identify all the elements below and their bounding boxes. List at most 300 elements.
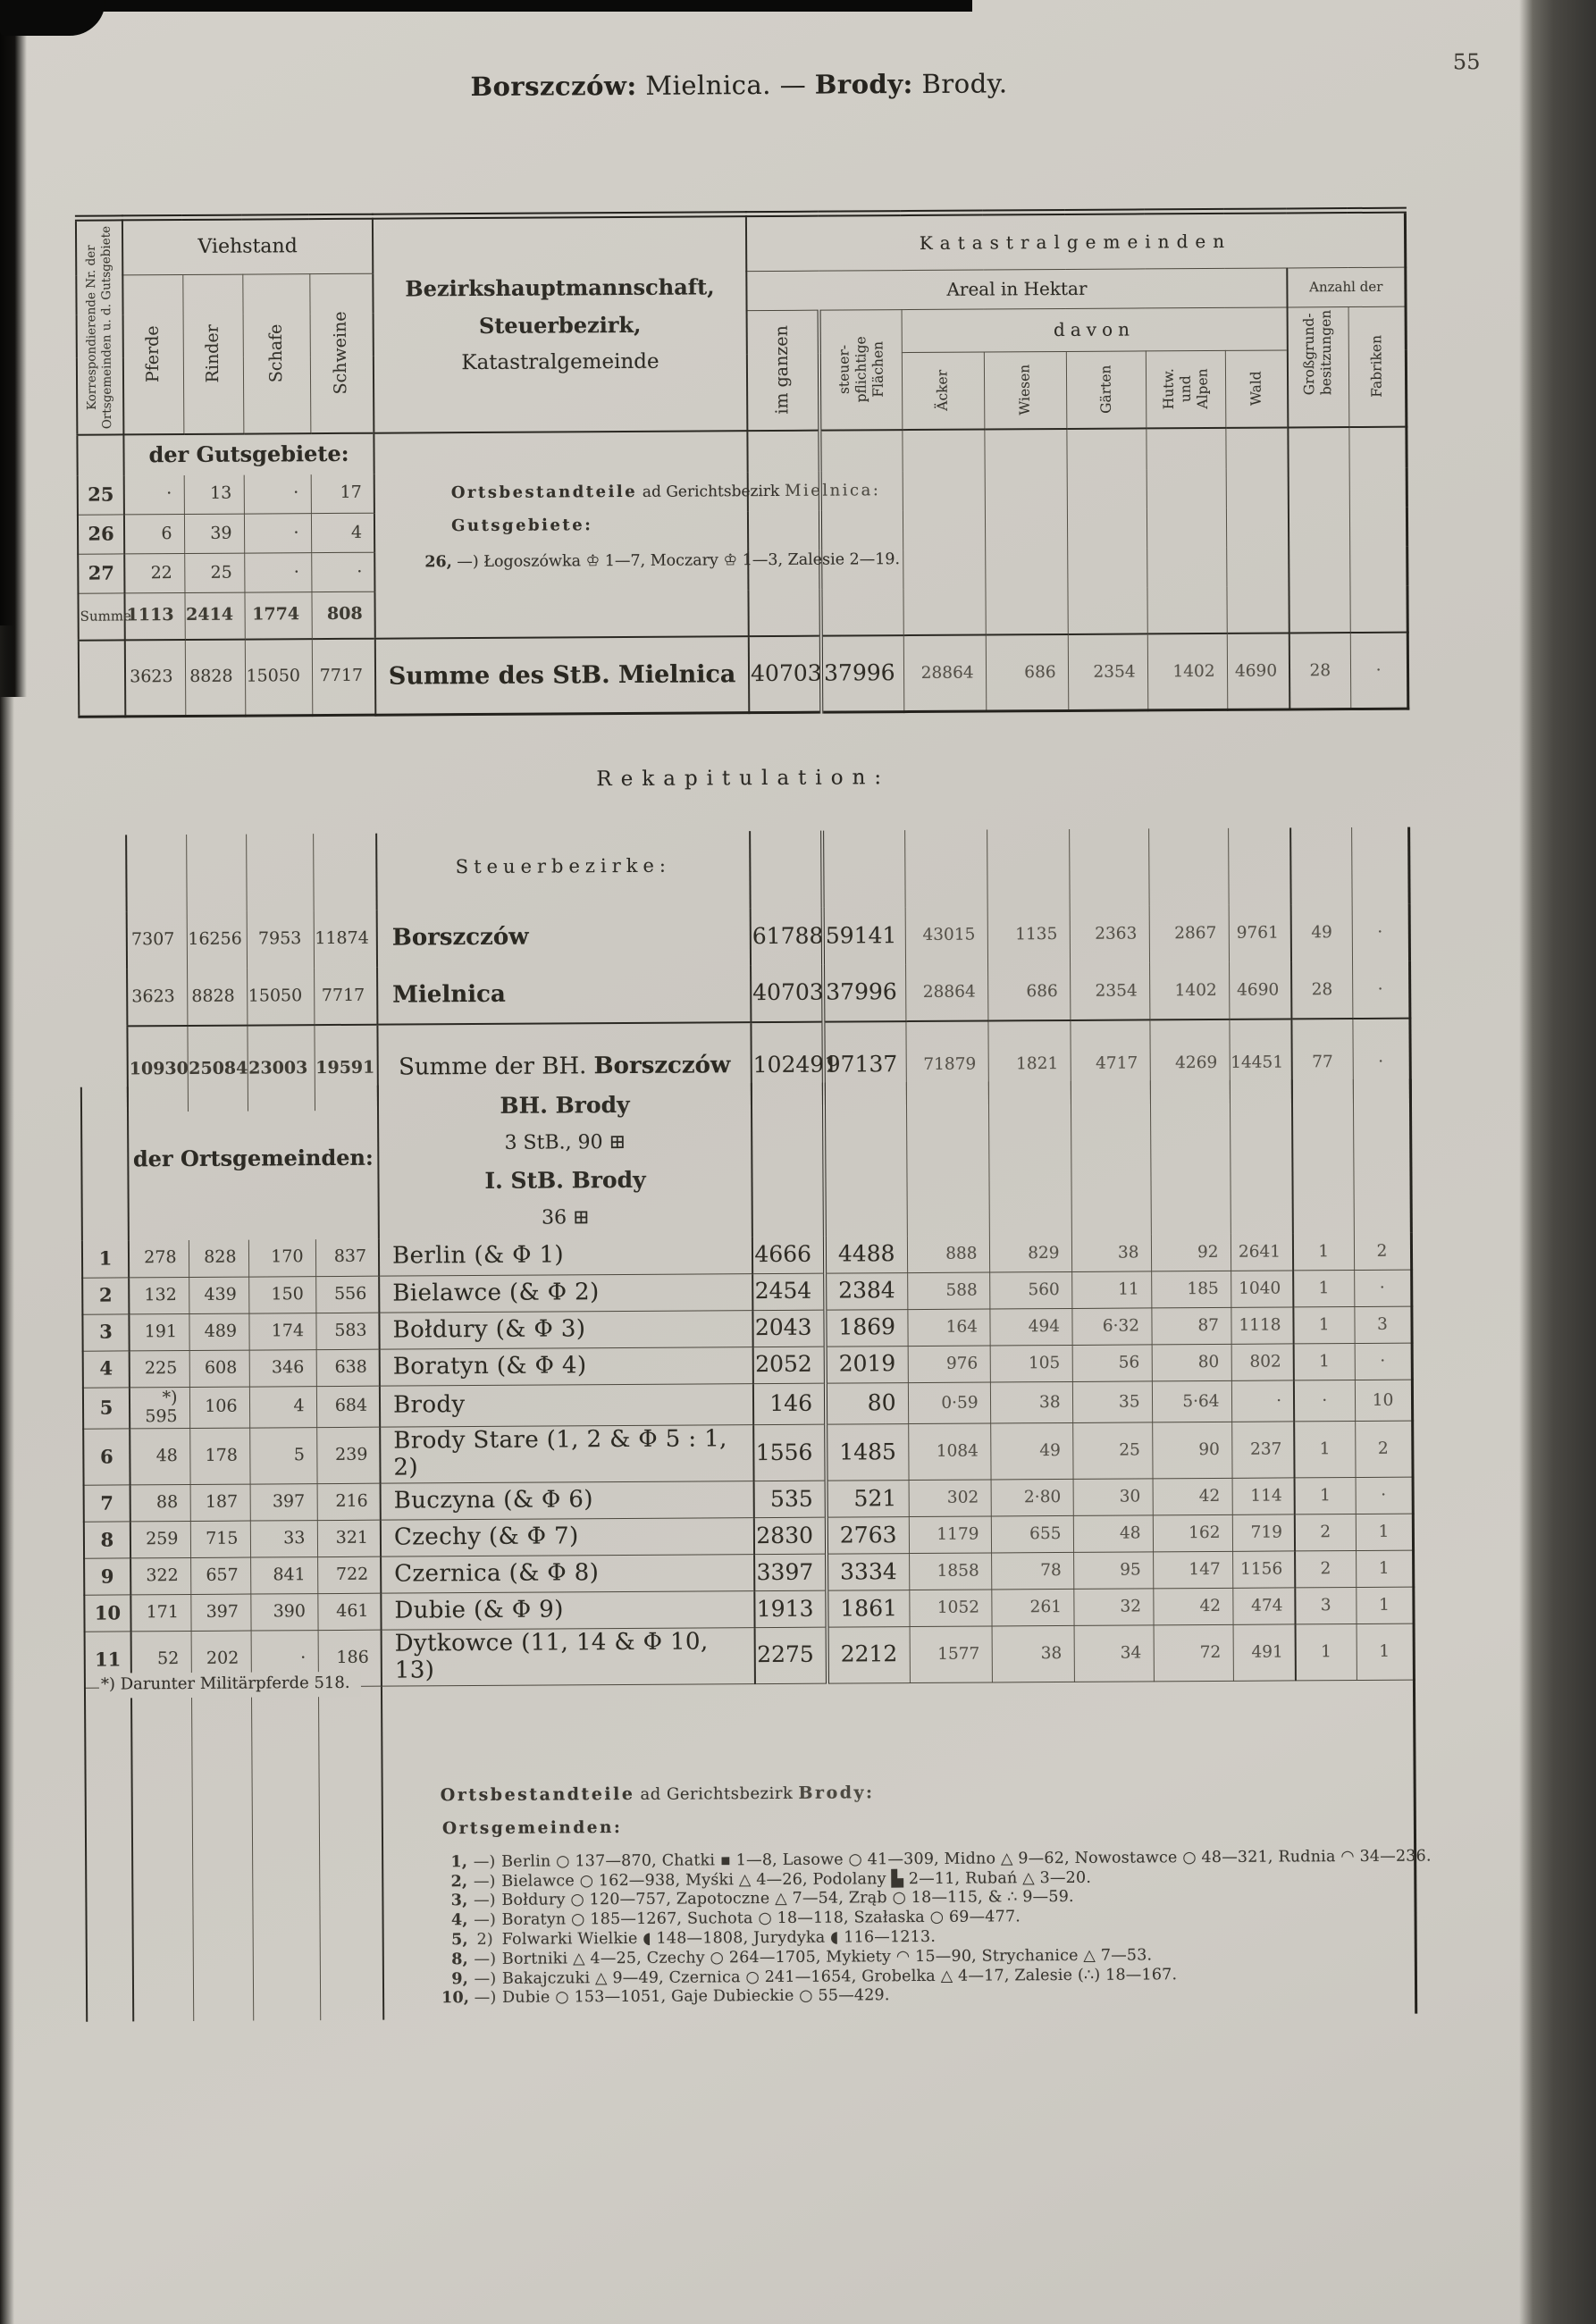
line-marker: 2) <box>476 1930 493 1950</box>
wiesen-label: Wiesen <box>1016 364 1033 416</box>
scan-edge-left-lower <box>0 625 14 2324</box>
note-line-number: 26, <box>424 553 452 572</box>
cell-im-ganzen: 2043 <box>752 1310 825 1347</box>
title-town-1: Mielnica. <box>645 69 772 101</box>
cell-pferde: 52 <box>131 1631 191 1687</box>
cell-gaerten: 35 <box>1072 1380 1152 1422</box>
rekapitulation-heading: Rekapitulation: <box>596 766 891 792</box>
cell-steuerpflichtige: 2763 <box>827 1517 909 1555</box>
cell-pferde: 10930 <box>127 1026 188 1112</box>
cell-grossgrund: 1 <box>1295 1477 1356 1514</box>
cell-steuerpflichtige: 37996 <box>821 635 904 713</box>
cell-im-ganzen: 40703 <box>749 635 822 712</box>
cell-aecker: 588 <box>907 1272 989 1310</box>
empty-cell <box>747 430 820 635</box>
cell-wiesen: 2·80 <box>991 1479 1073 1516</box>
cell-grossgrund: · <box>1294 1380 1355 1422</box>
empty-cell <box>246 834 314 910</box>
empty-cell <box>750 831 823 908</box>
line-marker: —) <box>474 1892 496 1910</box>
empty-cell <box>131 1687 193 2021</box>
cell-im-ganzen: 1556 <box>753 1424 826 1481</box>
cell-schweine: 556 <box>315 1276 379 1313</box>
cell-steuerpflichtige: 2019 <box>826 1346 908 1383</box>
cell-grossgrund: 1 <box>1294 1343 1355 1380</box>
cell-aecker: 28864 <box>905 964 987 1022</box>
cell-hutweiden: 4269 <box>1149 1019 1230 1106</box>
header-grossgrund <box>1288 307 1349 427</box>
empty-cell <box>904 830 987 908</box>
cell-grossgrund: 77 <box>1291 1019 1353 1104</box>
cell-nr: 7 <box>84 1485 130 1522</box>
cell-rinder: 178 <box>189 1428 249 1484</box>
cell-schweine: 461 <box>317 1593 381 1630</box>
cell-pferde: 171 <box>130 1594 190 1631</box>
cell-fabriken: 1 <box>1357 1623 1414 1680</box>
steuerbezirk-name: Mielnica <box>377 965 751 1025</box>
line-marker: —) <box>473 1852 496 1871</box>
empty-cell <box>1146 427 1226 633</box>
header-bezirk-line1: Bezirkshauptmannschaft, <box>405 273 715 302</box>
cell-schweine: 239 <box>316 1427 380 1483</box>
cell-pferde: *) 595 <box>130 1387 189 1429</box>
schweine-label: Schweine <box>330 311 351 395</box>
header-katastralgemeinden: Katastralgemeinden <box>746 210 1405 272</box>
cell-rinder: 439 <box>189 1277 248 1313</box>
cell-pferde: 278 <box>129 1240 189 1277</box>
cell-grossgrund: 28 <box>1291 961 1352 1019</box>
cell-grossgrund: 2 <box>1295 1550 1356 1587</box>
line-text: Bakajczuki △ 9—49, Czernica ○ 241—1654, Grobelka △ 4—17, Zalesie (∴) 18—167. <box>501 1965 1178 1988</box>
cell-wiesen: 686 <box>987 963 1070 1021</box>
cell-wiesen: 829 <box>989 1235 1071 1272</box>
cell-wald: 474 <box>1232 1588 1295 1624</box>
cell-aecker: 888 <box>907 1236 989 1273</box>
line-number: 2, <box>450 1872 468 1891</box>
cell-schweine: 321 <box>317 1520 381 1556</box>
cell-wald: 4690 <box>1229 961 1291 1019</box>
cell-nr: 9 <box>84 1558 130 1595</box>
cell-wiesen: 261 <box>991 1589 1073 1626</box>
cell-nr: 4 <box>83 1350 130 1387</box>
title-district-2: Brody: <box>814 69 913 100</box>
cell-wiesen: 38 <box>992 1625 1074 1682</box>
cell-aecker: 164 <box>907 1309 989 1347</box>
header-viehstand: Viehstand <box>122 216 373 275</box>
cell-im-ganzen: 40703 <box>751 965 823 1022</box>
brody-note-cell <box>382 1680 1432 2020</box>
cell-rinder: 106 <box>189 1387 249 1429</box>
cell-wald: 2641 <box>1231 1233 1293 1270</box>
empty-cell <box>1288 427 1349 633</box>
header-wiesen <box>984 351 1067 429</box>
empty-cell <box>191 1687 253 2021</box>
cell-steuerpflichtige: 4488 <box>825 1236 907 1273</box>
cell-schweine: 684 <box>316 1386 380 1428</box>
empty-cell <box>1148 828 1229 906</box>
cell-schweine: 7717 <box>314 968 377 1025</box>
empty-cell <box>186 835 247 911</box>
cell-rinder: 608 <box>189 1350 249 1387</box>
bnote-heading-tail: Brody: <box>798 1783 875 1803</box>
empty-cell <box>752 1083 825 1237</box>
cell-gaerten: 38 <box>1071 1234 1151 1271</box>
header-rinder <box>182 274 243 433</box>
ortsgemeinde-name: Buczyna (& Φ 6) <box>381 1481 754 1521</box>
empty-cell <box>318 1686 383 2020</box>
title-district-1: Borszczów: <box>470 70 637 103</box>
cell-grossgrund: 1 <box>1294 1422 1355 1478</box>
cell-aecker: 976 <box>908 1346 990 1383</box>
cell-schafe: 4 <box>249 1386 316 1428</box>
cell-wiesen: 105 <box>990 1345 1072 1382</box>
cell-rinder: 25 <box>184 553 244 592</box>
cell-aecker: 1577 <box>910 1626 992 1682</box>
cell-pferde: 1113 <box>124 592 184 639</box>
cell-wiesen: 1135 <box>987 906 1070 964</box>
cell-schafe: 150 <box>248 1276 315 1313</box>
cell-schweine: 17 <box>311 474 374 513</box>
grossgrund-label: Großgrund-besitzungen <box>1300 309 1335 396</box>
steuerbezirke-header-row <box>126 827 1408 912</box>
gutsgebiete-section-label: der Gutsgebiete: <box>123 432 374 475</box>
cell-fabriken: · <box>1356 1477 1413 1514</box>
cell-grossgrund: 3 <box>1295 1587 1356 1623</box>
cell-gaerten: 56 <box>1072 1344 1152 1381</box>
scan-edge-top <box>0 0 972 12</box>
cell-wald: 237 <box>1231 1422 1294 1478</box>
cell-nr: 2 <box>82 1277 129 1313</box>
aecker-label: Äcker <box>934 370 951 412</box>
cell-nr: 1 <box>82 1240 129 1277</box>
note-subheading: Gutsgebiete: <box>451 516 593 536</box>
line-text: Bołdury ○ 120—757, Zapotoczne △ 7—54, Zrąb ○ 18—115, & ∴ 9—59. <box>501 1888 1074 1910</box>
cell-grossgrund: 1 <box>1296 1623 1357 1680</box>
cell-pferde: 88 <box>130 1484 190 1521</box>
ortsgemeinde-name: Dubie (& Φ 9) <box>381 1591 754 1631</box>
line-text: Bortniki △ 4—25, Czechy ○ 264—1705, Mykiety ◠ 15—90, Strychanice △ 7—53. <box>501 1946 1153 1968</box>
header-areal: Areal in Hektar <box>746 268 1287 311</box>
line-marker: —) <box>474 1950 497 1968</box>
cell-wiesen: 49 <box>990 1423 1072 1480</box>
gutsgebiete-label-row <box>77 426 1406 475</box>
cell-steuerpflichtige: 80 <box>826 1382 908 1424</box>
note-line-marker: —) <box>457 552 479 572</box>
cell-gaerten: 6·32 <box>1071 1307 1151 1345</box>
main-table <box>75 207 1409 718</box>
cell-pferde: 6 <box>124 514 184 553</box>
ortsgemeinde-name: Bielawce (& Φ 2) <box>379 1273 752 1313</box>
cell-im-ganzen: 1913 <box>754 1590 827 1627</box>
cell-rinder: 657 <box>190 1557 250 1594</box>
cell-fabriken: 2 <box>1354 1233 1411 1270</box>
line-text: Berlin ○ 137—870, Chatki ▪ 1—8, Lasowe ○ 41—309, Midno △ 9—62, Nowostawce ○ 48—321, Rudnia ◠ 34—236. <box>501 1847 1432 1871</box>
cell-schweine: 19591 <box>314 1025 378 1111</box>
cell-fabriken: 1 <box>1356 1514 1413 1550</box>
cell-grossgrund: 2 <box>1295 1514 1356 1550</box>
cell-schweine: 837 <box>315 1239 379 1276</box>
cell-fabriken: 3 <box>1354 1306 1411 1343</box>
cell-schafe: 841 <box>250 1557 317 1594</box>
empty-cell <box>79 640 126 717</box>
cell-fabriken: · <box>1354 1270 1411 1306</box>
line-number: 8, <box>451 1950 468 1969</box>
c ell-pferde: 7307 <box>127 911 187 969</box>
cell-schafe: · <box>244 514 311 553</box>
line-marker: —) <box>473 1872 496 1891</box>
cell-steuerpflichtige: 2212 <box>827 1627 910 1683</box>
empty-cell <box>987 829 1070 907</box>
cell-gaerten: 95 <box>1073 1552 1153 1590</box>
empty-cell <box>902 429 985 635</box>
cell-wald: 14451 <box>1229 1019 1292 1104</box>
fabriken-label: Fabriken <box>1367 335 1385 399</box>
brody-tail-row <box>85 1680 1415 2022</box>
cell-hutweiden: 42 <box>1153 1478 1232 1515</box>
cell-wiesen: 78 <box>991 1552 1073 1590</box>
empty-cell <box>1228 827 1291 904</box>
cell-rinder: 715 <box>190 1521 250 1557</box>
cell-hutweiden: 92 <box>1151 1234 1231 1271</box>
cell-schafe: 397 <box>250 1484 317 1521</box>
cell-wald: 719 <box>1232 1514 1295 1551</box>
cell-nr: 27 <box>78 554 124 593</box>
cell-schafe: · <box>244 474 311 514</box>
cell-grossgrund: 1 <box>1293 1306 1354 1343</box>
cell-im-ganzen: 3397 <box>754 1554 827 1590</box>
empty-cell <box>988 1081 1071 1236</box>
cell-steuerpflichtige: 3334 <box>827 1554 909 1591</box>
bh-title: BH. Brody <box>500 1091 630 1119</box>
cell-im-ganzen: 146 <box>753 1383 826 1425</box>
cell-rinder: 8828 <box>185 639 246 716</box>
page-number: 55 <box>1452 49 1481 75</box>
cell-nr: 26 <box>78 515 124 554</box>
cell-pferde: 132 <box>129 1277 189 1313</box>
cell-im-ganzen: 102491 <box>751 1022 824 1108</box>
cell-schweine: 4 <box>311 513 374 552</box>
line-number: 3, <box>450 1892 468 1910</box>
cell-gaerten: 48 <box>1073 1515 1153 1553</box>
steuerbezirke-label: Steuerbezirke: <box>376 831 751 910</box>
ortsgemeinden-list <box>441 1847 1432 2009</box>
empty-cell <box>819 430 903 636</box>
cell-fabriken: · <box>1377 979 1383 999</box>
cell-aecker: 302 <box>909 1480 991 1517</box>
cell-steuerpflichtige: 1861 <box>827 1590 909 1628</box>
empty-cell <box>251 1686 320 2020</box>
ortsgemeinde-name: Czernica (& Φ 8) <box>381 1555 754 1594</box>
cell-schafe: 7953 <box>247 910 314 968</box>
cell-schafe: 15050 <box>247 968 314 1025</box>
cell-gaerten: 2354 <box>1070 962 1149 1020</box>
title-town-2: Brody. <box>921 68 1008 99</box>
cell-rinder: 39 <box>184 514 244 553</box>
cell-gaerten: 32 <box>1073 1589 1153 1626</box>
stb-title: I. StB. Brody <box>484 1166 646 1194</box>
brody-header-row <box>81 1079 1411 1241</box>
cell-schweine: 186 <box>318 1630 382 1686</box>
cell-rinder: 489 <box>189 1313 248 1350</box>
empty-cell <box>824 1082 907 1237</box>
line-marker: —) <box>474 1989 497 2008</box>
cell-hutweiden: 1402 <box>1149 962 1229 1020</box>
cell-fabriken: · <box>1375 660 1382 680</box>
cell-wiesen: 494 <box>989 1308 1071 1346</box>
line-number: 5, <box>450 1931 468 1950</box>
empty-cell <box>126 835 187 911</box>
cell-schafe: 346 <box>249 1349 316 1386</box>
brody-table <box>80 1079 1432 2022</box>
cell-fabriken: · <box>1355 1343 1412 1380</box>
cell-rinder: 2414 <box>184 592 244 639</box>
cell-wiesen: 686 <box>986 633 1069 711</box>
cell-nr: 6 <box>83 1429 130 1485</box>
cell-steuerpflichtige: 1485 <box>826 1424 908 1481</box>
line-number: 10, <box>441 1989 470 2008</box>
cell-wald: 491 <box>1233 1624 1296 1681</box>
header-hutweiden <box>1146 350 1226 428</box>
header-im-ganzen <box>747 310 820 430</box>
militaerpferde-footnote: *) Darunter Militärpferde 518. <box>99 1672 361 1699</box>
cell-fabriken: · <box>1352 1019 1410 1104</box>
steuerpflichtige-label: steuer-pflichtige Flächen <box>836 336 886 403</box>
cell-wiesen: 38 <box>990 1381 1072 1423</box>
empty-cell <box>1069 828 1149 906</box>
ortsgemeinde-name: Dytkowce (11, 14 & Φ 10, 13) <box>382 1628 755 1686</box>
bnote-heading <box>441 1780 1414 1805</box>
cell-gaerten: 34 <box>1074 1625 1154 1682</box>
cell-pferde: 3623 <box>127 969 187 1026</box>
header-steuerpflichtige <box>819 310 903 431</box>
header-wald <box>1225 350 1289 427</box>
cell-fabriken: · <box>1377 923 1383 943</box>
cell-fabriken: 10 <box>1355 1380 1412 1422</box>
bnote-heading-mid: ad Gerichtsbezirk <box>640 1783 794 1804</box>
cell-steuerpflichtige: 521 <box>827 1481 909 1518</box>
cell-grossgrund: 1 <box>1293 1233 1354 1270</box>
ortsgemeinden-label: der Ortsgemeinden: <box>128 1086 379 1241</box>
cell-rinder: 25084 <box>187 1026 248 1112</box>
empty-cell <box>1230 1079 1293 1233</box>
cell-aecker: 1052 <box>909 1590 991 1627</box>
ortsgemeinde-name: Berlin (& Φ 1) <box>379 1237 752 1276</box>
cell-schweine: 7717 <box>312 638 376 715</box>
cell-wald: 1040 <box>1231 1270 1293 1306</box>
note-heading-tail: Mielnica: <box>784 480 881 500</box>
header-row-1 <box>76 210 1405 275</box>
cell-im-ganzen: 61788 <box>751 908 823 965</box>
cell-hutweiden: 185 <box>1151 1271 1231 1308</box>
note-heading-lead: Ortsbestandteile <box>450 482 638 502</box>
bnote-subheading: Ortsgemeinden: <box>441 1817 623 1838</box>
cell-rinder: 397 <box>190 1594 250 1631</box>
cell-nr: 11 <box>85 1632 131 1688</box>
rinder-label: Rinder <box>202 324 223 383</box>
header-aecker <box>902 352 985 430</box>
cell-wald: 1156 <box>1232 1551 1295 1588</box>
cell-nr: 8 <box>84 1522 130 1558</box>
header-anzahl-der: Anzahl der <box>1287 267 1405 307</box>
cell-schafe: · <box>244 553 311 592</box>
cell-schafe: 5 <box>249 1428 316 1484</box>
table-row <box>127 961 1409 1027</box>
line-marker: —) <box>474 1911 497 1930</box>
cell-hutweiden: 1402 <box>1147 633 1228 710</box>
ortsgemeinde-name: Czechy (& Φ 7) <box>381 1518 754 1557</box>
ortsgemeinde-name: Brody Stare (1, 2 & Φ 5 : 1, 2) <box>380 1425 753 1483</box>
table-row <box>83 1421 1412 1485</box>
stb-summe-label: Summe des StB. Mielnica <box>375 636 750 716</box>
cell-wald: 9761 <box>1229 904 1291 961</box>
brody-header-block <box>378 1083 752 1239</box>
rekapitulation-table <box>125 827 1411 1112</box>
empty-cell <box>822 830 905 908</box>
header-fabriken <box>1348 306 1407 426</box>
gaerten-label: Gärten <box>1097 365 1114 415</box>
cell-schweine: 583 <box>315 1313 379 1349</box>
cell-gaerten: 30 <box>1073 1479 1153 1516</box>
cell-hutweiden: 2867 <box>1149 905 1229 963</box>
cell-nr: 25 <box>78 475 124 515</box>
cell-gaerten: 2363 <box>1070 905 1149 963</box>
cell-grossgrund: 49 <box>1291 904 1352 961</box>
cell-rinder: 202 <box>191 1631 251 1687</box>
cell-schafe: 1774 <box>244 592 311 639</box>
page-title <box>74 66 1404 105</box>
cell-hutweiden: 72 <box>1154 1624 1233 1681</box>
empty-cell <box>1351 827 1409 904</box>
cell-gaerten: 11 <box>1071 1271 1151 1308</box>
cell-gaerten: 4717 <box>1070 1019 1150 1106</box>
bh-brody-heading <box>380 1085 751 1238</box>
header-schweine <box>309 273 374 432</box>
cell-schweine: 638 <box>316 1349 380 1386</box>
ortsbestandteile-note-brody <box>440 1780 1432 2009</box>
cell-pferde: 22 <box>124 553 184 592</box>
header-pferde <box>122 275 183 434</box>
ortsbestandteile-note-mielnica <box>375 432 901 572</box>
hutweiden-label: Hutw. und Alpen <box>1160 368 1211 410</box>
line-text: Folwarki Wielkie ◖ 148—1808, Jurydyka ◖ 116—1213. <box>501 1927 937 1949</box>
bh-summe-label-name: Borszczów <box>593 1051 731 1079</box>
cell-schweine: 11874 <box>314 910 377 968</box>
empty-cell <box>85 1688 133 2022</box>
ortsgemeinde-name: Boratyn (& Φ 4) <box>380 1347 753 1386</box>
cell-nr: 3 <box>82 1313 129 1350</box>
cell-aecker: 71879 <box>905 1021 988 1108</box>
header-bezirk-line2: Steuerbezirk, <box>478 311 642 339</box>
ortsgemeinde-name: Bołdury (& Φ 3) <box>379 1310 752 1349</box>
cell-schweine: 722 <box>317 1556 381 1593</box>
cell-pferde: · <box>124 474 184 514</box>
cell-nr: 10 <box>84 1595 130 1632</box>
empty-cell <box>81 1086 129 1240</box>
cell-im-ganzen: 4666 <box>752 1237 825 1273</box>
cell-wiesen: 560 <box>989 1271 1071 1309</box>
brody-rows <box>82 1233 1414 1688</box>
empty-cell <box>1066 428 1147 634</box>
cell-schafe: · <box>251 1631 318 1687</box>
cell-wiesen: 655 <box>991 1515 1073 1553</box>
empty-cell <box>1290 827 1352 904</box>
header-schafe <box>242 274 310 433</box>
stb-summe-row <box>79 632 1408 717</box>
line-number: 1, <box>450 1852 468 1872</box>
cell-gaerten: 25 <box>1072 1422 1152 1479</box>
header-bezirk-line3: Katastralgemeinde <box>461 349 659 374</box>
cell-im-ganzen: 2275 <box>755 1627 827 1683</box>
